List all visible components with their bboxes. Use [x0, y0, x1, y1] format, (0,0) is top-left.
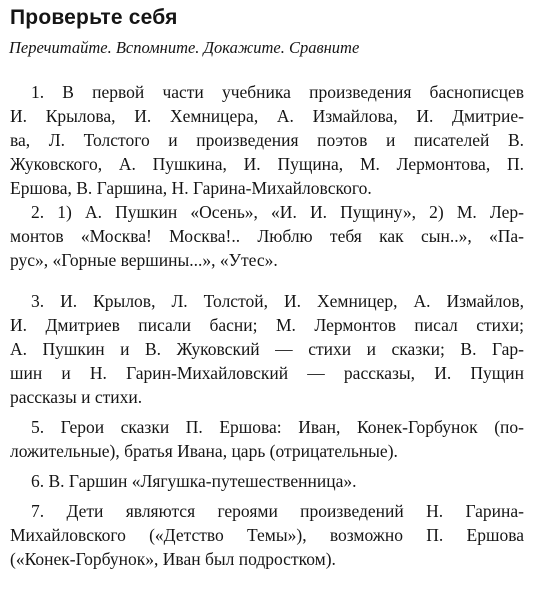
text-line: ложительные), братья Ивана, царь (отрицательные).: [10, 441, 398, 461]
text-line: 3. И. Крылов, Л. Толстой, И. Хемницер, А. Измайлов,: [31, 291, 524, 311]
page-title: Проверьте себя: [10, 6, 178, 29]
text-line: И. Дмитриев писали басни; М. Лермонтов писал стихи;: [10, 315, 524, 335]
text-line: 5. Герои сказки П. Ершова: Иван, Конек-Горбунок (по-: [31, 417, 524, 437]
text-line: монтов «Москва! Москва!.. Люблю тебя как сын..», «Па-: [10, 226, 524, 246]
text-line: рус», «Горные вершины...», «Утес».: [10, 250, 278, 270]
text-line: 7. Дети являются героями произведений Н. Гарина-: [31, 501, 524, 521]
page-subtitle: Перечитайте. Вспомните. Докажите. Сравните: [9, 38, 360, 57]
text-line: Жуковского, А. Пушкина, И. Пущина, М. Лермонтова, П.: [10, 154, 524, 174]
text-line: 6. В. Гаршин «Лягушка-путешественница».: [31, 471, 357, 491]
text-line: рассказы и стихи.: [10, 387, 143, 407]
text-line: И. Крылова, И. Хемницера, А. Измайлова, И. Дмитрие-: [10, 106, 524, 126]
text-line: ва, Л. Толстого и произведения поэтов и писателей В.: [10, 130, 524, 150]
text-line: Ершова, В. Гаршина, Н. Гарина-Михайловского.: [10, 178, 372, 198]
text-line: 2. 1) А. Пушкин «Осень», «И. И. Пущину», 2) М. Лер-: [31, 202, 524, 222]
text-line: («Конек-Горбунок», Иван был подростком).: [10, 549, 336, 569]
text-line: А. Пушкин и В. Жуковский — стихи и сказки; В. Гар-: [10, 339, 524, 359]
text-line: 1. В первой части учебника произведения баснописцев: [31, 82, 524, 102]
text-line: Михайловского («Детство Темы»), возможно П. Ершова: [10, 525, 524, 545]
text-line: шин и Н. Гарин-Михайловский — рассказы, И. Пущин: [10, 363, 524, 383]
